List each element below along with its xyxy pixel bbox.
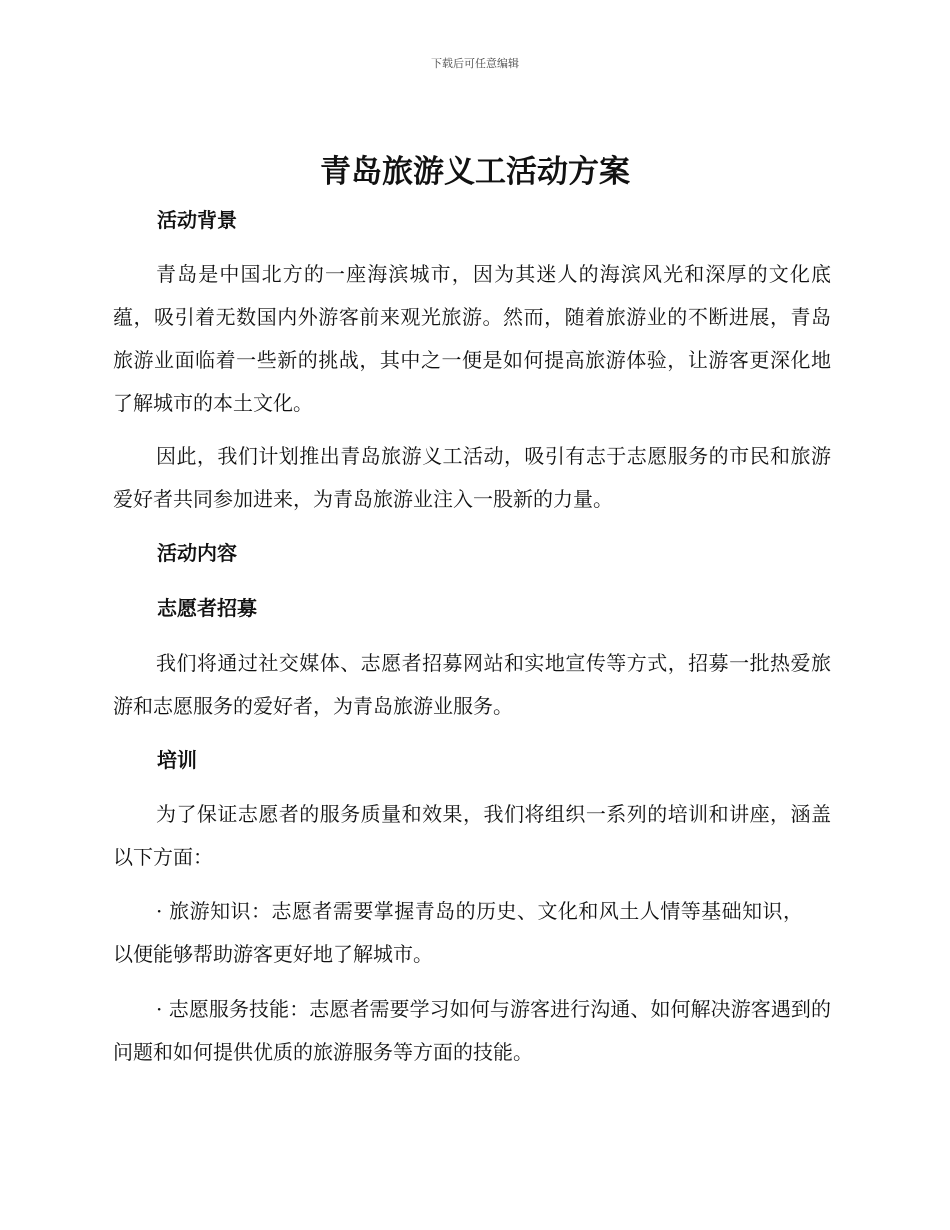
bullet-service-skills: · 志愿服务技能：志愿者需要学习如何与游客进行沟通、如何解决游客遇到的问题和如何提供优质的旅游服务等方面的技能。 — [113, 997, 831, 1064]
header-note: 下载后可任意编辑 — [431, 57, 519, 70]
section-heading-content: 活动内容 — [157, 541, 237, 565]
document-title: 青岛旅游义工活动方案 — [320, 154, 630, 190]
paragraph-recruitment: 我们将通过社交媒体、志愿者招募网站和实地宣传等方式，招募一批热爱旅游和志愿服务的爱好者，为青岛旅游业服务。 — [113, 651, 831, 718]
section-heading-recruitment: 志愿者招募 — [157, 596, 257, 620]
paragraph-background-1: 青岛是中国北方的一座海滨城市，因为其迷人的海滨风光和深厚的文化底蕴，吸引着无数国内外游客前来观光旅游。然而，随着旅游业的不断进展，青岛旅游业面临着一些新的挑战，其中之一便是如何提高旅游体验，让游客更深化地了解城市的本土文化。 — [113, 262, 831, 415]
section-heading-background: 活动背景 — [157, 208, 237, 232]
bullet-tourism-knowledge: · 旅游知识：志愿者需要掌握青岛的历史、文化和风土人情等基础知识，以便能够帮助游客更好地了解城市。 — [113, 899, 803, 966]
paragraph-background-2: 因此，我们计划推出青岛旅游义工活动，吸引有志于志愿服务的市民和旅游爱好者共同参加进来，为青岛旅游业注入一股新的力量。 — [113, 444, 831, 511]
section-heading-training: 培训 — [157, 748, 197, 772]
paragraph-training: 为了保证志愿者的服务质量和效果，我们将组织一系列的培训和讲座，涵盖以下方面： — [113, 802, 831, 869]
